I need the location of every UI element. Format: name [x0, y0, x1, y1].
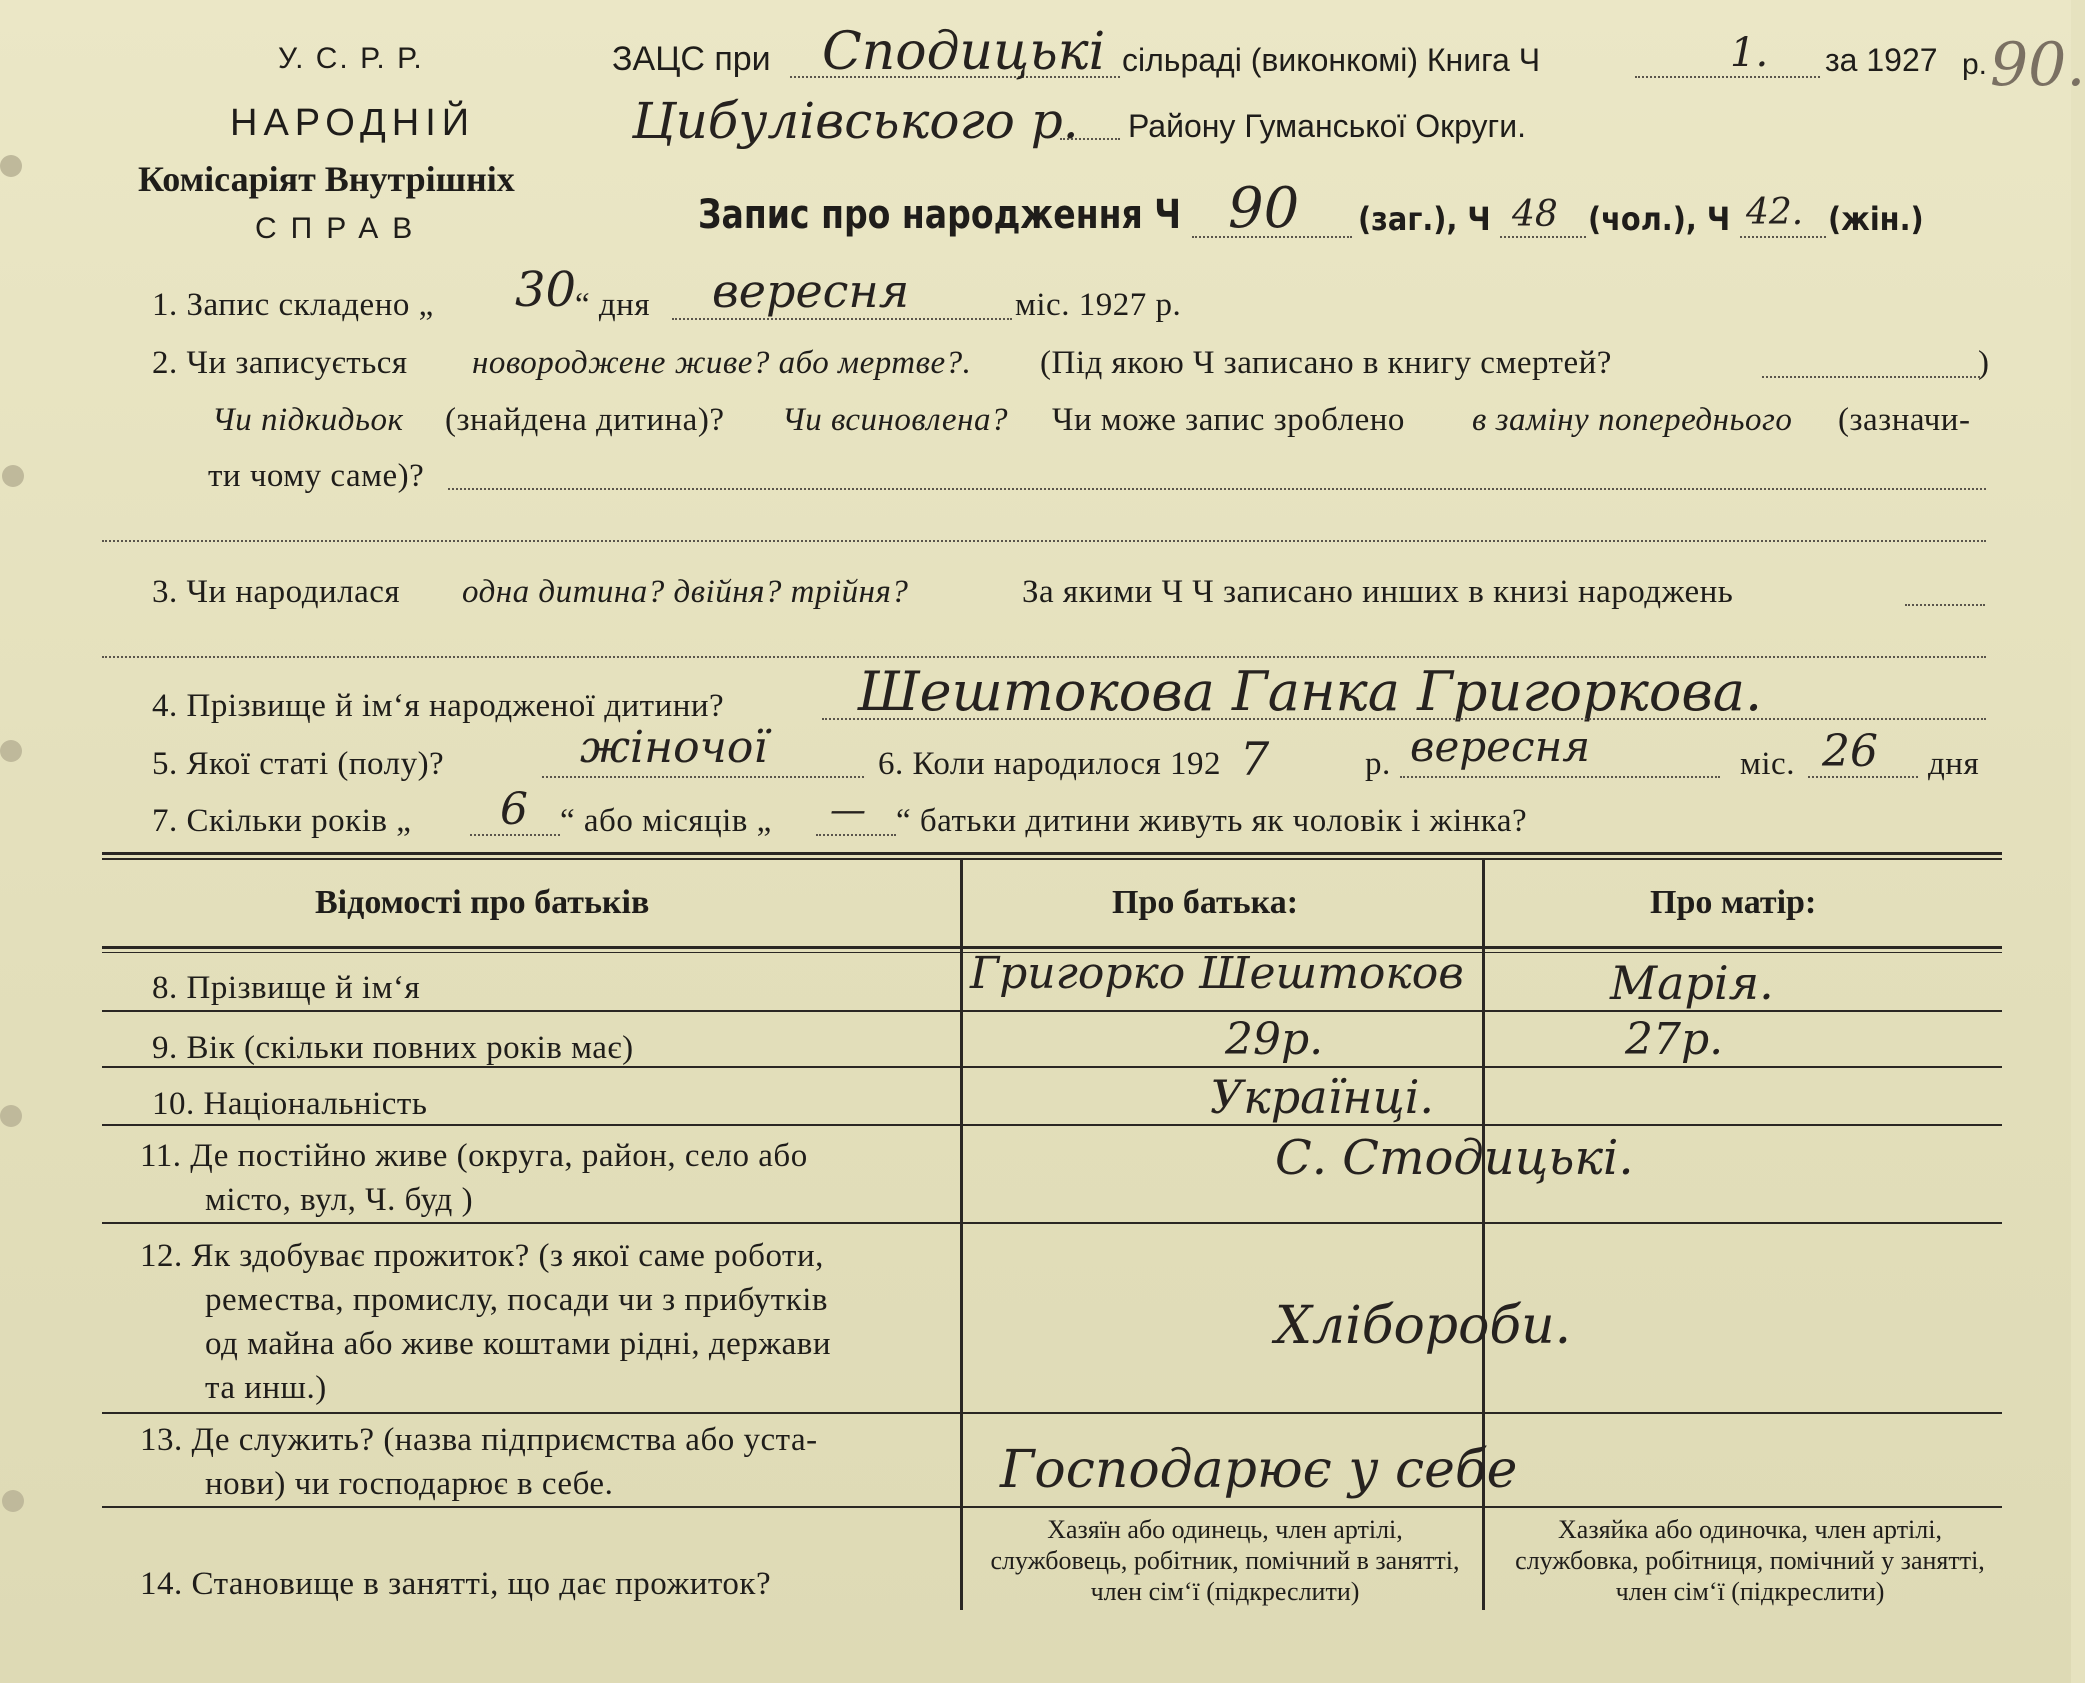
row-11-label-a: 11. Де постійно живе (округа, район, село або — [140, 1138, 808, 1174]
q7-label-c: “ батьки дитини живуть як чоловік і жінка? — [896, 803, 1528, 839]
row-13-label-b: нови) чи господарює в себе. — [205, 1466, 614, 1502]
q2-label-h: Чи може запис зроблено — [1052, 402, 1405, 438]
nationality-handwritten: Українці. — [1210, 1070, 1435, 1124]
binder-hole — [2, 1490, 24, 1512]
female-number-handwritten: 42. — [1746, 192, 1804, 233]
row-11-label-b: місто, вул, Ч. буд ) — [205, 1182, 474, 1218]
livelihood-handwritten: Хлібороби. — [1275, 1296, 1572, 1356]
col-divider-1 — [960, 858, 963, 1610]
q2-label-f: (знайдена дитина)? — [445, 402, 725, 438]
q2-label-g: Чи всиновлена? — [782, 402, 1008, 438]
father-name-handwritten: Григорко Шештоков — [970, 948, 1464, 999]
q2-label-b: новороджене живе? або мертве?. — [472, 345, 972, 381]
q1-label-b: “ дня — [575, 287, 651, 323]
binder-hole — [0, 1105, 22, 1127]
q7-label-a: 7. Скільки років „ — [152, 803, 412, 839]
q6-label-a: 6. Коли народилося 192 — [878, 746, 1221, 782]
mother-name-handwritten: Марія. — [1610, 956, 1774, 1010]
village-handwritten: Сподицькі — [822, 22, 1106, 82]
binder-hole — [2, 465, 24, 487]
binder-hole — [0, 155, 22, 177]
row-12-label-a: 12. Як здобуває прожиток? (з якої саме роботи, — [140, 1238, 824, 1274]
child-name-handwritten: Шештокова Ганка Григоркова. — [858, 660, 1763, 723]
q4-label: 4. Прізвище й ім‘я народженої дитини? — [152, 688, 725, 724]
record-title: Запис про народження Ч — [698, 192, 1181, 238]
q3-label-a: 3. Чи народилася — [152, 574, 401, 610]
row-12-label-d: та инш.) — [205, 1370, 327, 1406]
year-label: за 1927 — [1825, 42, 1938, 78]
sex-handwritten: жіночої — [580, 722, 768, 773]
zhin-label: (жін.) — [1828, 200, 1924, 238]
narodniy-label: НАРОДНІЙ — [230, 102, 476, 144]
table-top-rule — [102, 852, 2002, 855]
mother-age-handwritten: 27р. — [1625, 1014, 1724, 1065]
ussr-label: У. С. Р. Р. — [278, 42, 424, 75]
q2-label-j: (зазначи- — [1838, 402, 1971, 438]
col-header-parents: Відомості про батьків — [315, 884, 650, 921]
q6-label-c: міс. — [1740, 746, 1795, 782]
total-number-handwritten: 90 — [1228, 176, 1300, 241]
record-day-handwritten: 30 — [515, 262, 577, 318]
q1-label-a: 1. Запис складено „ — [152, 287, 434, 323]
q5-label: 5. Якої статі (полу)? — [152, 746, 445, 782]
q6-label-b: р. — [1365, 746, 1391, 782]
row-13-label-a: 13. Де служить? (назва підприємства або уста- — [140, 1422, 818, 1458]
sprav-label: СПРАВ — [255, 212, 427, 245]
table-top-rule-2 — [102, 858, 2002, 860]
q2-label-e: Чи підкидьок — [212, 402, 404, 438]
years-handwritten: 6 — [500, 784, 528, 835]
birth-month-handwritten: вересня — [1410, 722, 1591, 771]
chol-label: (чол.), Ч — [1588, 200, 1731, 238]
father-age-handwritten: 29р. — [1225, 1014, 1324, 1065]
birth-year-digit-handwritten: 7 — [1240, 732, 1270, 786]
q6-label-d: дня — [1928, 746, 1980, 782]
q2-label-d: ) — [1978, 345, 1990, 381]
row-14-label: 14. Становище в занятті, що дає прожиток? — [140, 1566, 772, 1602]
q1-label-c: міс. 1927 р. — [1015, 287, 1182, 323]
q3-label-b: одна дитина? двійня? трійня? — [462, 574, 909, 610]
male-number-handwritten: 48 — [1512, 194, 1558, 235]
q2-label-i: в заміну попереднього — [1472, 402, 1793, 438]
row-8-label: 8. Прізвище й ім‘я — [152, 970, 421, 1006]
record-month-handwritten: вересня — [712, 264, 910, 318]
mother-status-options: Хазяйка або одиночка, член артілі, службовка, робітниця, помічний у занятті, член сім‘ї (підкреслити) — [1515, 1515, 1985, 1606]
q2-label-k: ти чому саме)? — [208, 458, 425, 494]
q7-label-b: “ або місяців „ — [560, 803, 772, 839]
row-9-label: 9. Вік (скільки повних років має) — [152, 1030, 634, 1066]
birth-day-handwritten: 26 — [1822, 726, 1878, 777]
service-handwritten: Господарює у себе — [1000, 1440, 1518, 1500]
book-number-handwritten: 1. — [1730, 30, 1769, 76]
komisariat-label: Комісаріят Внутрішніх — [138, 159, 515, 199]
col-header-mother: Про матір: — [1650, 884, 1817, 921]
row-10-label: 10. Національність — [152, 1086, 428, 1122]
rayonu-label: Району Гуманської Округи. — [1128, 108, 1526, 144]
q2-label-a: 2. Чи записується — [152, 345, 408, 381]
binder-hole — [0, 740, 22, 762]
corner-number-handwritten: 90. — [1990, 30, 2085, 100]
q2-label-c: (Під якою Ч записано в книгу смертей? — [1040, 345, 1612, 381]
r-label: р. — [1962, 48, 1988, 81]
zag-label: (заг.), Ч — [1358, 200, 1491, 238]
q3-label-c: За якими Ч Ч записано инших в книзі народжень — [1022, 574, 1734, 610]
col-header-father: Про батька: — [1112, 884, 1299, 921]
row-12-label-c: од майна або живе коштами рідні, держави — [205, 1326, 831, 1362]
row-12-label-b: ремества, промислу, посади чи з прибутків — [205, 1282, 828, 1318]
residence-handwritten: С. Стодицькі. — [1275, 1130, 1634, 1186]
father-status-options: Хазяїн або одинець, член артілі, службовець, робітник, помічний в занятті, член сім‘ї (підкреслити) — [990, 1515, 1460, 1606]
months-handwritten: — — [830, 790, 866, 831]
silradi-label: сільраді (виконкомі) Книга Ч — [1122, 42, 1541, 78]
zacs-label: ЗАЦС при — [612, 40, 771, 78]
district-handwritten: Цибулівського р. — [632, 92, 1079, 150]
